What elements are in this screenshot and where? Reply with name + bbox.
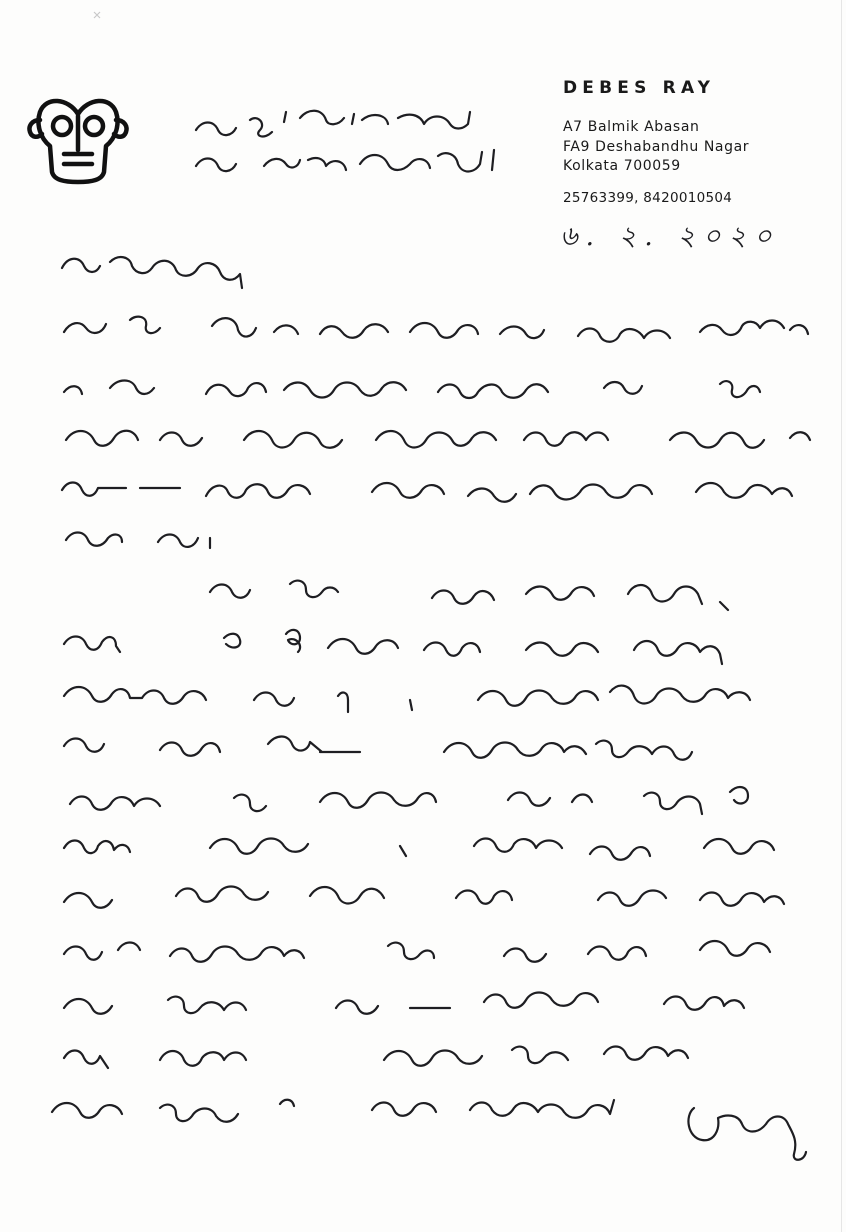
address-line-3: Kolkata 700059: [563, 158, 681, 174]
handwritten-heading: [196, 111, 494, 172]
handwritten-paragraph: [62, 317, 810, 548]
letter-date: ৬. ২. ২০২০: [560, 221, 780, 252]
address-line-1: A7 Balmik Abasan: [563, 119, 700, 135]
handwritten-paragraph-2: [52, 581, 806, 1160]
phone-numbers: 25763399, 8420010504: [563, 189, 733, 206]
handwritten-signature: [688, 1108, 806, 1160]
sender-name: DEBES RAY: [563, 78, 716, 98]
address-line-2: FA9 Deshabandhu Nagar: [563, 138, 750, 155]
handwritten-salutation: [62, 257, 242, 288]
